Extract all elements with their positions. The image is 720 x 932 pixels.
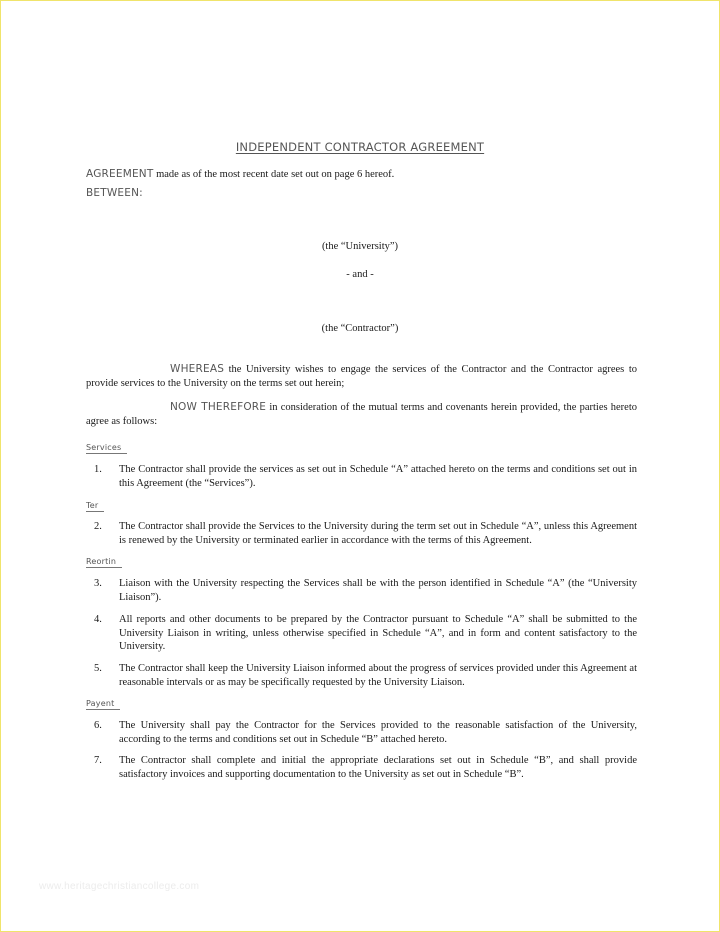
section-heading-payment: Payent [86, 699, 120, 710]
section-heading-term: Ter [86, 501, 104, 512]
item-number: 3. [94, 578, 102, 589]
contractor-party: (the “Contractor”) [321, 323, 399, 334]
list-item [86, 463, 637, 490]
section-heading-services: Services [86, 443, 127, 454]
watermark-text: www.heritagechristiancollege.com [39, 881, 200, 892]
whereas-clause [86, 363, 637, 390]
section-heading-reporting: Reortin [86, 557, 122, 568]
now-therefore-text: in consideration of the mutual terms and covenants herein provided, the parties hereto agree as follows: [86, 402, 638, 427]
now-therefore-clause [86, 401, 637, 428]
between-label: BETWEEN: [86, 187, 143, 199]
intro-line [86, 167, 394, 182]
item-text: All reports and other documents to be prepared by the Contractor pursuant to Schedule “A” shall be submitted to the University Liaison in writing, unless otherwise specified in Schedule “A”, and in form and content satisfactory to the University. [119, 614, 637, 653]
item-number: 4. [94, 614, 102, 625]
item-text: Liaison with the University respecting the Services shall be with the person identified in Schedule “A” (the “University Liaison”). [119, 578, 637, 603]
intro-text: made as of the most recent date set out on page 6 hereof. [153, 169, 395, 180]
and-separator: - and - [346, 269, 374, 280]
item-text: The Contractor shall provide the services as set out in Schedule “A” attached hereto on the terms and conditions set out in this Agreement (the “Services”). [119, 464, 637, 489]
item-text: The Contractor shall provide the Services to the University during the term set out in Schedule “A”, unless this Agreement is renewed by the University or terminated earlier in accordance with the terms of this Agreement. [119, 521, 637, 546]
item-text: The University shall pay the Contractor for the Services provided to the reasonable satisfaction of the University, according to the terms and conditions set out in Schedule “B” attached hereto. [119, 720, 637, 745]
intro-lead: AGREEMENT [86, 168, 154, 180]
list-item [86, 520, 637, 547]
list-item [86, 754, 637, 781]
list-item [86, 662, 637, 689]
whereas-text: the University wishes to engage the services of the Contractor and the Contractor agrees to provide services to the University on the terms set out herein; [86, 364, 637, 389]
item-number: 5. [94, 663, 102, 674]
document-title: INDEPENDENT CONTRACTOR AGREEMENT [235, 140, 485, 154]
list-item [86, 577, 637, 604]
university-party: (the “University”) [321, 241, 399, 252]
item-number: 2. [94, 521, 102, 532]
item-text: The Contractor shall keep the University Liaison informed about the progress of services provided under this Agreement at reasonable intervals or as may be specifically requested by the University Liaison. [119, 663, 637, 688]
item-number: 6. [94, 720, 102, 731]
item-number: 7. [94, 755, 102, 766]
list-item [86, 719, 637, 746]
now-therefore-lead: NOW THEREFORE [170, 401, 267, 413]
item-number: 1. [94, 464, 102, 475]
list-item [86, 613, 637, 654]
whereas-lead: WHEREAS [170, 363, 225, 375]
item-text: The Contractor shall complete and initial the appropriate declarations set out in Schedule “B”, and shall provide satisfactory invoices and supporting documentation to the University as set out in Schedule “B”. [119, 755, 637, 780]
